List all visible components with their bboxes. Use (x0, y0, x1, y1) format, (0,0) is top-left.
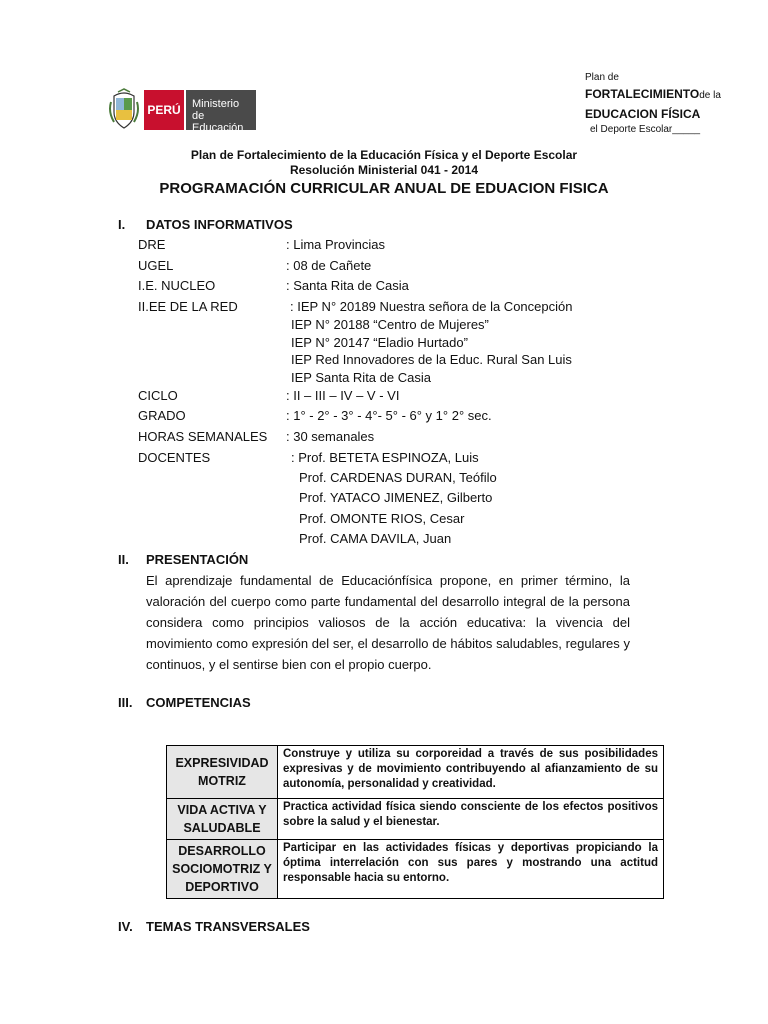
grado-label: GRADO (138, 408, 186, 423)
ugel-label: UGEL (138, 258, 174, 273)
ugel-value: : 08 de Cañete (286, 258, 372, 273)
coat-of-arms-icon (108, 88, 140, 132)
section-4-number: IV. (118, 919, 133, 934)
competencia-name: VIDA ACTIVA Y SALUDABLE (167, 799, 278, 840)
plan-line1: Plan de (585, 72, 619, 83)
plan-fortalecimiento: FORTALECIMIENTO (585, 87, 700, 101)
ministerio-line2: de Educación (192, 110, 244, 134)
docentes-label: DOCENTES (138, 450, 211, 465)
table-row (167, 746, 664, 799)
red-value-4: IEP Red Innovadores de la Educ. Rural San Luis (291, 352, 572, 367)
docente-1: : Prof. BETETA ESPINOZA, Luis (291, 450, 479, 465)
red-label: II.EE DE LA RED (138, 299, 238, 314)
red-value-1: : IEP N° 20189 Nuestra señora de la Concepción (290, 299, 573, 314)
docente-4: Prof. OMONTE RIOS, Cesar (299, 511, 465, 526)
plan-line4: el Deporte Escolar_____ (590, 124, 701, 135)
horas-label: HORAS SEMANALES (138, 429, 268, 444)
ie-label: I.E. NUCLEO (138, 278, 216, 293)
doc-title-resolucion: Resolución Ministerial 041 - 2014 (289, 163, 479, 177)
competencia-desc: Participar en las actividades físicas y deportivas propiciando la óptima interrelación con sus pares y mostrando una actitud responsable hacia su entorno. (278, 840, 664, 899)
docente-2: Prof. CARDENAS DURAN, Teófilo (299, 470, 497, 485)
doc-title-main: PROGRAMACIÓN CURRICULAR ANUAL DE EDUACION FISICA (159, 180, 609, 197)
red-value-3: IEP N° 20147 “Eladio Hurtado” (291, 335, 468, 350)
docente-5: Prof. CAMA DAVILA, Juan (299, 531, 452, 546)
section-1-number: I. (118, 217, 126, 232)
ciclo-label: CICLO (138, 388, 178, 403)
section-2-heading: PRESENTACIÓN (146, 552, 249, 567)
section-2-number: II. (118, 552, 129, 567)
dre-value: : Lima Provincias (286, 237, 385, 252)
docente-3: Prof. YATACO JIMENEZ, Gilberto (299, 490, 493, 505)
table-row (167, 840, 664, 899)
competencia-name: DESARROLLO SOCIOMOTRIZ Y DEPORTIVO (167, 840, 278, 899)
grado-value: : 1° - 2° - 3° - 4°- 5° - 6° y 1° 2° sec. (286, 408, 492, 423)
plan-de-la: de la (699, 90, 721, 101)
ministerio-label (186, 90, 256, 134)
dre-label: DRE (138, 237, 166, 252)
table-row (167, 799, 664, 840)
competencia-name: EXPRESIVIDAD MOTRIZ (167, 746, 278, 799)
competencia-desc: Practica actividad física siendo consciente de los efectos positivos sobre la salud y el bienestar. (278, 799, 664, 840)
peru-label: PERÚ (144, 90, 184, 130)
section-1-heading: DATOS INFORMATIVOS (146, 217, 293, 232)
horas-value: : 30 semanales (286, 429, 375, 444)
doc-title-plan: Plan de Fortalecimiento de la Educación Física y el Deporte Escolar (190, 148, 578, 162)
section-4-heading: TEMAS TRANSVERSALES (146, 919, 310, 934)
plan-line2 (585, 87, 721, 101)
red-value-5: IEP Santa Rita de Casia (291, 370, 431, 385)
section-3-number: III. (118, 695, 133, 710)
presentacion-paragraph: El aprendizaje fundamental de Educaciónfísica propone, en primer término, la valoración del cuerpo como parte fundamental del desarrollo integral de la persona considera como principios valiosos de la acción educativa: la vivencia del movimiento como expresión del ser, el desarrollo de hábitos saludables, regulares y continuos, y el sentirse bien con el propio cuerpo. (146, 573, 630, 672)
ie-value: : Santa Rita de Casia (286, 278, 409, 293)
ciclo-value: : II – III – IV – V - VI (286, 388, 400, 403)
competencia-desc: Construye y utiliza su corporeidad a través de sus posibilidades expresivas y de movimiento contribuyendo al afianzamiento de su autonomía, personalidad y creatividad. (278, 746, 664, 799)
plan-line3: EDUCACION FÍSICA (585, 107, 701, 121)
red-value-2: IEP N° 20188 “Centro de Mujeres” (291, 317, 489, 332)
ministerio-logo (108, 88, 256, 132)
section-3-heading: COMPETENCIAS (146, 695, 251, 710)
competencias-table (166, 745, 664, 899)
ministerio-line1: Ministerio (192, 98, 240, 110)
